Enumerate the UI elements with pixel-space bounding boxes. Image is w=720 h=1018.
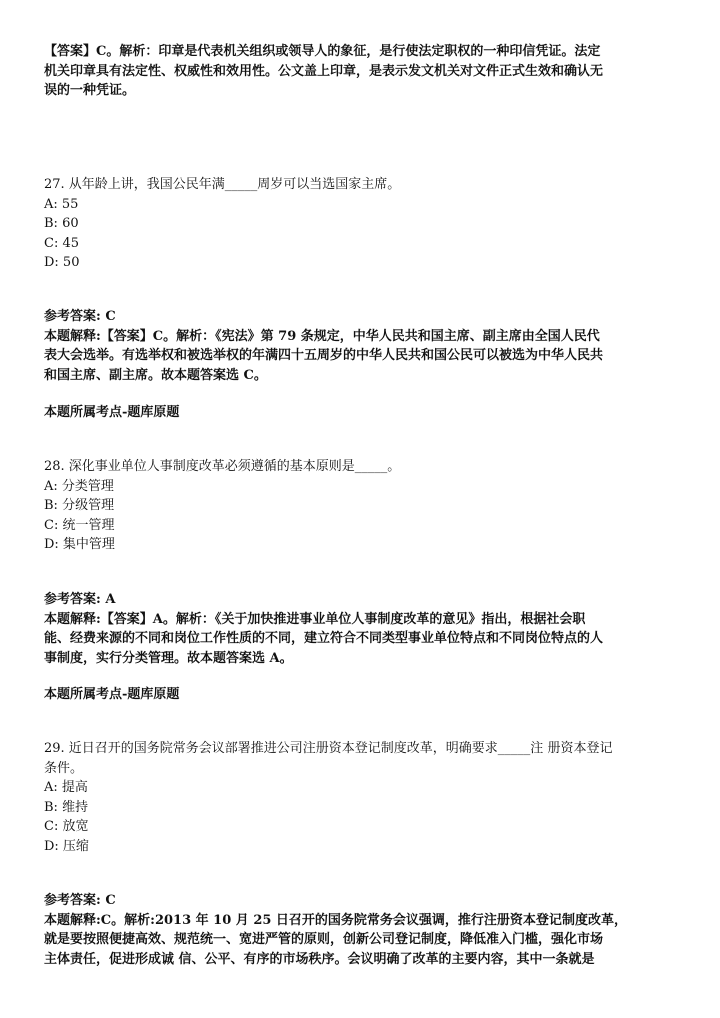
option-c: C: 统一管理 xyxy=(44,517,115,533)
option-c: C: 放宽 xyxy=(44,819,89,834)
question-27 xyxy=(44,175,684,273)
explanation-line: 本题解释:C。解析:2013 年 10 月 25 日召开的国务院常务会议强调，推行注册资本登记制度改革， xyxy=(44,912,627,928)
question-29 xyxy=(44,739,684,856)
explanation-line: 主体责任，促进形成诚 信、公平、有序的市场秩序。会议明确了改革的主要内容，其中一条就是 xyxy=(44,951,595,967)
explanation-line: 和国主席、副主席。故本题答案选 C。 xyxy=(44,367,267,383)
explanation-line: 【答案】C。解析：印章是代表机关组织或领导人的象征，是行使法定职权的一种印信凭证。法定 xyxy=(44,44,601,59)
answer-29 xyxy=(44,891,684,969)
option-b: B: 维持 xyxy=(44,799,89,815)
explanation-line: 本题解释:【答案】A。解析：《关于加快推进事业单位人事制度改革的意见》指出，根据社会职 xyxy=(44,611,586,627)
question-text: 28. 深化事业单位人事制度改革必须遵循的基本原则是_____。 xyxy=(44,459,401,474)
answer-27 xyxy=(44,307,684,385)
explanation-line: 机关印章具有法定性、权威性和效用性。公文盖上印章，是表示发文机关对文件正式生效和确认无 xyxy=(44,63,604,79)
explanation-line: 表大会选举。有选举权和被选举权的年满四十五周岁的中华人民共和国公民可以被选为中华人民共 xyxy=(44,348,604,363)
question-text: 条件。 xyxy=(44,760,84,776)
option-a: A: 分类管理 xyxy=(44,478,114,494)
option-a: A: 55 xyxy=(44,196,79,212)
reference-answer: 参考答案: A xyxy=(44,592,116,607)
option-b: B: 60 xyxy=(44,216,79,231)
answer-28 xyxy=(44,590,684,668)
explanation-line: 能、经费来源的不同和岗位工作性质的不同，建立符合不同类型事业单位特点和不同岗位特点的人 xyxy=(44,631,604,646)
knowledge-point: 本题所属考点-题库原题 xyxy=(44,405,180,420)
explanation-line: 就是要按照便捷高效、规范统一、宽进严管的原则，创新公司登记制度，降低准入门槛，强化市场 xyxy=(44,932,604,947)
explanation-line: 误的一种凭证。 xyxy=(44,83,136,98)
option-d: D: 集中管理 xyxy=(44,537,115,552)
explanation-line: 事制度，实行分类管理。故本题答案选 A。 xyxy=(44,650,293,666)
question-28 xyxy=(44,457,684,555)
option-d: D: 压缩 xyxy=(44,838,89,854)
question-text: 27. 从年龄上讲，我国公民年满_____周岁可以当选国家主席。 xyxy=(44,177,401,192)
reference-answer: 参考答案: C xyxy=(44,893,116,908)
question-text: 29. 近日召开的国务院常务会议部署推进公司注册资本登记制度改革，明确要求_____注 册资本登记 xyxy=(44,741,613,756)
option-a: A: 提高 xyxy=(44,780,88,795)
knowledge-point-28 xyxy=(44,685,684,705)
option-c: C: 45 xyxy=(44,235,80,251)
knowledge-point: 本题所属考点-题库原题 xyxy=(44,687,180,702)
explanation-line: 本题解释:【答案】C。解析：《宪法》第 79 条规定，中华人民共和国主席、副主席由全国人民代 xyxy=(44,328,600,344)
option-b: B: 分级管理 xyxy=(44,498,115,513)
option-d: D: 50 xyxy=(44,255,80,270)
knowledge-point-27 xyxy=(44,403,684,423)
reference-answer: 参考答案: C xyxy=(44,309,116,324)
prev-explanation xyxy=(44,42,684,101)
